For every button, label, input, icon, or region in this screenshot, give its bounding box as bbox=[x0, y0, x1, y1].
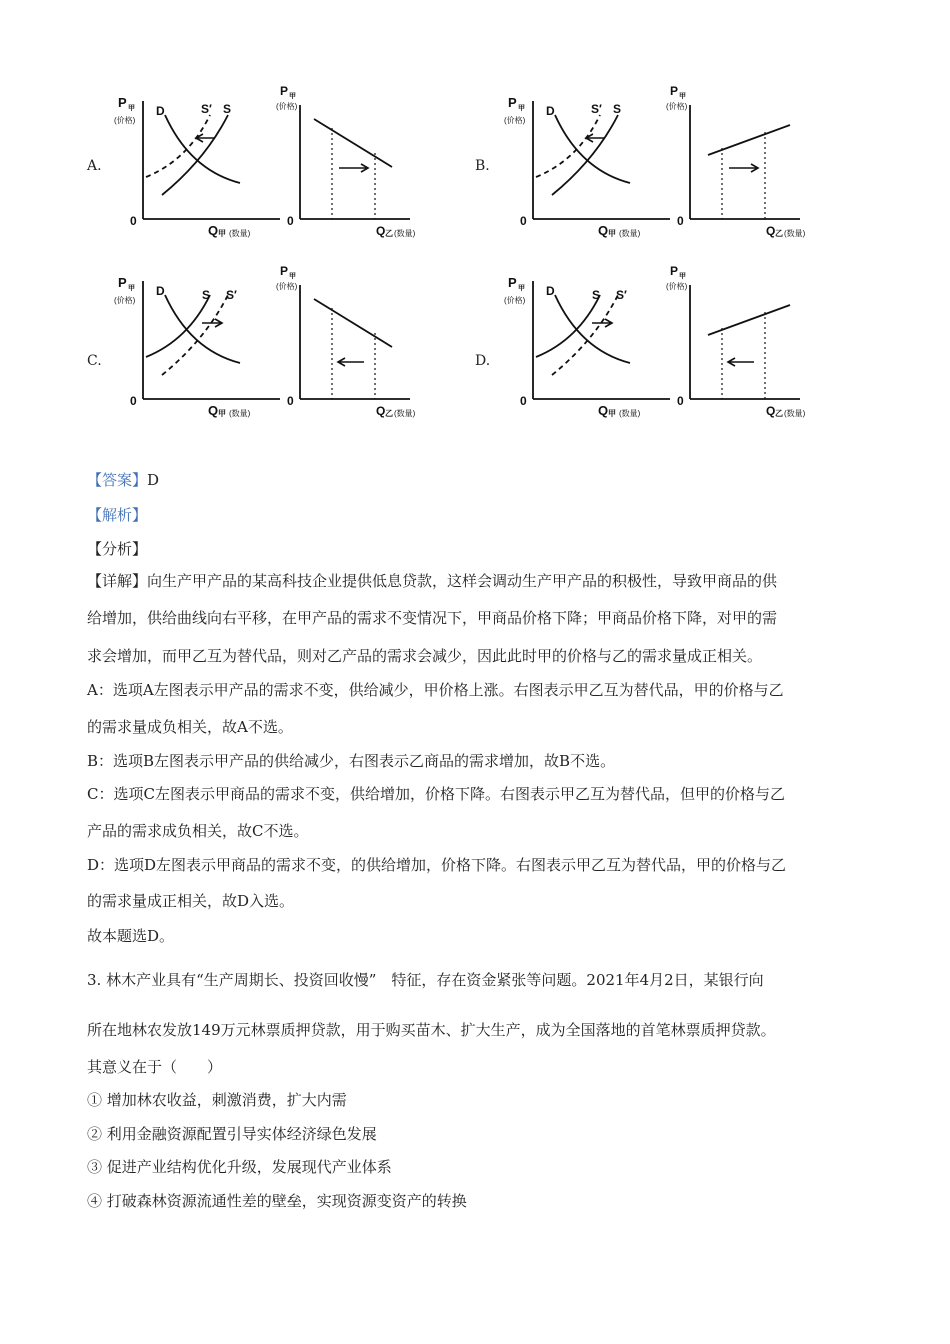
demand-curve bbox=[555, 115, 630, 183]
explanation-line: D：选项D左图表示甲商品的需求不变，的供给增加，价格下降。右图表示甲乙互为替代品，甲的价格与乙 bbox=[87, 856, 787, 874]
graph-pair-svg bbox=[110, 85, 440, 245]
question-choice-3: ③ 促进产业结构优化升级，发展现代产业体系 bbox=[87, 1158, 392, 1176]
graph-pair-svg bbox=[500, 265, 830, 425]
option-a-graphs bbox=[110, 85, 440, 245]
question-stem-line-3: 其意义在于（ ） bbox=[87, 1058, 223, 1076]
right-q-sub: 乙 bbox=[775, 229, 783, 238]
right-q-sub: 乙 bbox=[385, 409, 393, 418]
s-prime-label: S′ bbox=[616, 288, 627, 302]
left-price-label: (价格) bbox=[504, 296, 526, 305]
option-letter-b: B. bbox=[475, 158, 490, 174]
fenxi-tag: 【分析】 bbox=[87, 540, 148, 558]
right-price-label: (价格) bbox=[666, 282, 688, 291]
left-qty-label: (数量) bbox=[229, 229, 251, 238]
left-q-label: Q bbox=[208, 223, 219, 238]
question-choice-2: ② 利用金融资源配置引导实体经济绿色发展 bbox=[87, 1125, 377, 1143]
left-p-sub: 甲 bbox=[128, 285, 135, 292]
question-choice-4: ④ 打破森林资源流通性差的壁垒，实现资源变资产的转换 bbox=[87, 1192, 467, 1210]
right-shift-arrow bbox=[339, 164, 368, 172]
answer-line bbox=[87, 470, 159, 490]
demand-line-yi bbox=[708, 125, 790, 155]
s-label: S bbox=[223, 102, 232, 116]
s-label: S bbox=[202, 288, 211, 302]
right-q-label: Q bbox=[376, 224, 386, 238]
s-prime-label: S′ bbox=[201, 102, 212, 116]
supply-curve bbox=[146, 295, 210, 357]
s-label: S bbox=[613, 102, 622, 116]
right-origin-label: 0 bbox=[677, 394, 684, 408]
detail-text-1: 向生产甲产品的某高科技企业提供低息贷款，这样会调动生产甲产品的积极性，导致甲商品的供 bbox=[147, 572, 778, 590]
right-q-sub: 乙 bbox=[775, 409, 783, 418]
explanation-line: A：选项A左图表示甲产品的需求不变，供给减少，甲价格上涨。右图表示甲乙互为替代品，甲的价格与乙 bbox=[87, 681, 784, 699]
right-p-label: P bbox=[670, 85, 679, 98]
demand-label: D bbox=[546, 104, 555, 118]
right-p-sub: 甲 bbox=[289, 93, 296, 100]
right-price-label: (价格) bbox=[666, 102, 688, 111]
left-shift-arrow bbox=[586, 134, 604, 142]
demand-label: D bbox=[546, 284, 555, 298]
demand-curve bbox=[165, 295, 240, 363]
demand-label: D bbox=[156, 104, 165, 118]
left-q-sub: 甲 bbox=[608, 409, 616, 418]
left-q-sub: 甲 bbox=[218, 229, 226, 238]
left-q-sub: 甲 bbox=[608, 229, 616, 238]
left-origin-label: 0 bbox=[520, 394, 527, 408]
left-p-sub: 甲 bbox=[518, 105, 525, 112]
left-shift-arrow bbox=[196, 134, 214, 142]
detail-tag: 【详解】 bbox=[87, 572, 148, 590]
left-q-label: Q bbox=[208, 403, 219, 418]
right-p-label: P bbox=[280, 85, 289, 98]
left-p-label: P bbox=[118, 95, 127, 110]
left-price-label: (价格) bbox=[114, 116, 136, 125]
right-p-label: P bbox=[280, 265, 289, 278]
right-q-label: Q bbox=[766, 404, 776, 418]
right-price-label: (价格) bbox=[276, 282, 298, 291]
left-price-label: (价格) bbox=[504, 116, 526, 125]
demand-line-yi bbox=[314, 119, 392, 167]
right-shift-arrow bbox=[729, 164, 758, 172]
left-p-sub: 甲 bbox=[128, 105, 135, 112]
left-p-label: P bbox=[118, 275, 127, 290]
demand-curve bbox=[165, 115, 240, 183]
explanation-line: 的需求量成正相关，故D入选。 bbox=[87, 892, 295, 910]
option-c-graphs bbox=[110, 265, 440, 425]
left-p-sub: 甲 bbox=[518, 285, 525, 292]
option-letter-a: A. bbox=[87, 158, 102, 174]
s-prime-label: S′ bbox=[591, 102, 602, 116]
right-p-label: P bbox=[670, 265, 679, 278]
graph-pair-svg bbox=[500, 85, 830, 245]
option-b-graphs bbox=[500, 85, 830, 245]
left-q-label: Q bbox=[598, 403, 609, 418]
right-qty-label: (数量) bbox=[394, 229, 416, 238]
right-price-label: (价格) bbox=[276, 102, 298, 111]
right-q-label: Q bbox=[766, 224, 776, 238]
explanation-line: 的需求量成负相关，故A不选。 bbox=[87, 718, 293, 736]
left-p-label: P bbox=[508, 275, 517, 290]
explanation-line: 故本题选D。 bbox=[87, 927, 175, 945]
right-qty-label: (数量) bbox=[394, 409, 416, 418]
s-prime-label: S′ bbox=[226, 288, 237, 302]
option-letter-d: D. bbox=[475, 353, 491, 369]
right-shift-arrow bbox=[728, 358, 754, 366]
left-price-label: (价格) bbox=[114, 296, 136, 305]
right-origin-label: 0 bbox=[287, 214, 294, 228]
answer-value: D bbox=[147, 471, 160, 489]
right-origin-label: 0 bbox=[677, 214, 684, 228]
left-qty-label: (数量) bbox=[619, 409, 641, 418]
question-stem-line-2: 所在地林农发放149万元林票质押贷款，用于购买苗木、扩大生产，成为全国落地的首笔林票质押贷款。 bbox=[87, 1021, 776, 1039]
question-choice-1: ① 增加林农收益，刺激消费，扩大内需 bbox=[87, 1091, 347, 1109]
supply-curve bbox=[536, 295, 600, 357]
right-qty-label: (数量) bbox=[784, 409, 806, 418]
demand-curve bbox=[555, 295, 630, 363]
explanation-line: C：选项C左图表示甲商品的需求不变，供给增加，价格下降。右图表示甲乙互为替代品，但甲的价格与乙 bbox=[87, 785, 785, 803]
left-q-sub: 甲 bbox=[218, 409, 226, 418]
right-p-sub: 甲 bbox=[679, 273, 686, 280]
left-p-label: P bbox=[508, 95, 517, 110]
right-q-label: Q bbox=[376, 404, 386, 418]
right-p-sub: 甲 bbox=[289, 273, 296, 280]
right-shift-arrow bbox=[338, 358, 364, 366]
supply-curve-new bbox=[146, 115, 210, 177]
detail-line-1 bbox=[87, 571, 777, 591]
explanation-line: 产品的需求成负相关，故C不选。 bbox=[87, 822, 309, 840]
right-q-sub: 乙 bbox=[385, 229, 393, 238]
left-qty-label: (数量) bbox=[229, 409, 251, 418]
right-origin-label: 0 bbox=[287, 394, 294, 408]
demand-line-yi bbox=[314, 299, 392, 347]
s-label: S bbox=[592, 288, 601, 302]
detail-line-3: 求会增加，而甲乙互为替代品，则对乙产品的需求会减少，因此此时甲的价格与乙的需求量成正相关。 bbox=[87, 647, 763, 665]
analysis-tag: 【解析】 bbox=[87, 506, 148, 524]
left-origin-label: 0 bbox=[130, 214, 137, 228]
demand-line-yi bbox=[708, 305, 790, 335]
left-origin-label: 0 bbox=[520, 214, 527, 228]
left-origin-label: 0 bbox=[130, 394, 137, 408]
graph-pair-svg bbox=[110, 265, 440, 425]
right-qty-label: (数量) bbox=[784, 229, 806, 238]
left-qty-label: (数量) bbox=[619, 229, 641, 238]
answer-tag: 【答案】 bbox=[87, 471, 148, 489]
supply-curve-new bbox=[536, 115, 600, 177]
option-d-graphs bbox=[500, 265, 830, 425]
option-letter-c: C. bbox=[87, 353, 102, 369]
detail-line-2: 给增加，供给曲线向右平移，在甲产品的需求不变情况下，甲商品价格下降；甲商品价格下降，对甲的需 bbox=[87, 609, 778, 627]
explanation-line: B：选项B左图表示甲产品的供给减少，右图表示乙商品的需求增加，故B不选。 bbox=[87, 752, 616, 770]
left-q-label: Q bbox=[598, 223, 609, 238]
right-p-sub: 甲 bbox=[679, 93, 686, 100]
question-stem-line-1: 3. 林木产业具有“生产周期长、投资回收慢” 特征，存在资金紧张等问题。2021年4月2日，某银行向 bbox=[87, 971, 764, 989]
demand-label: D bbox=[156, 284, 165, 298]
